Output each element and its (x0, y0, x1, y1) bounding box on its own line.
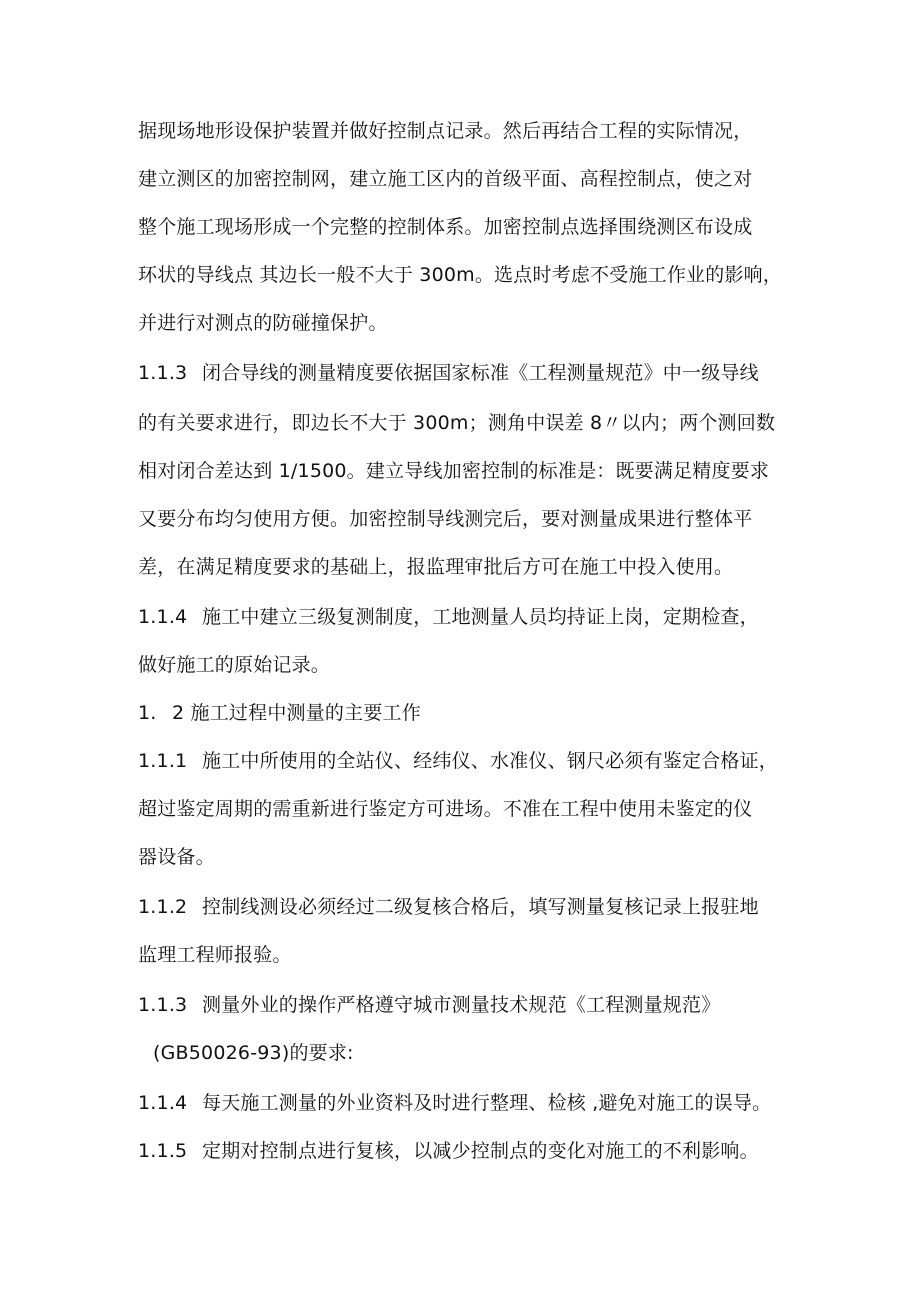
section-1-1-4 (138, 604, 759, 630)
section-1-1-1 (138, 748, 778, 774)
section-number: 1.1.5 (138, 1140, 188, 1162)
paragraph-line (138, 118, 752, 144)
paragraph-line (138, 166, 752, 192)
line-text: 控制线测设必须经过二级复核合格后，填写测量复核记录上报驻地 (202, 896, 759, 918)
section-heading-1-2 (138, 700, 421, 726)
paragraph-line (138, 506, 752, 532)
line-text: 每天施工测量的外业资料及时进行整理、检核 ,避免对施工的误导。 (202, 1092, 772, 1114)
section-1-1-3 (138, 360, 759, 386)
line-text: 并进行对测点的防碰撞保护。 (138, 312, 388, 334)
line-text: 定期对控制点进行复核，以减少控制点的变化对施工的不利影响。 (202, 1140, 759, 1162)
paragraph-line (138, 410, 775, 436)
line-text: 据现场地形设保护装置并做好控制点记录。然后再结合工程的实际情况， (138, 120, 753, 142)
line-text: 测量外业的操作严格遵守城市测量技术规范《工程测量规范》 (202, 994, 721, 1016)
section-heading-text: 2 施工过程中测量的主要工作 (172, 702, 421, 724)
section-number: 1.1.4 (138, 606, 188, 628)
line-text: 监理工程师报验。 (138, 944, 292, 966)
line-text: (GB50026-93)的要求: (153, 1042, 354, 1064)
paragraph-line (138, 796, 752, 822)
line-text: 闭合导线的测量精度要依据国家标准《工程测量规范》中一级导线 (202, 362, 759, 384)
section-number: 1. (138, 702, 157, 724)
line-text: 建立测区的加密控制网，建立施工区内的首级平面、高程控制点，使之对 (138, 168, 753, 190)
line-text: 又要分布均匀使用方便。加密控制导线测完后，要对测量成果进行整体平 (138, 508, 753, 530)
section-1-1-3-b (138, 992, 720, 1018)
paragraph-line (138, 652, 330, 678)
paragraph-line (138, 262, 782, 288)
section-1-1-4-b (138, 1090, 771, 1116)
paragraph-line (138, 310, 388, 336)
line-text: 相对闭合差达到 1/1500。建立导线加密控制的标准是：既要满足精度要求 (138, 460, 770, 482)
section-number: 1.1.4 (138, 1092, 188, 1114)
section-number: 1.1.1 (138, 750, 188, 772)
line-text: 的有关要求进行，即边长不大于 300m；测角中误差 8〃以内；两个测回数 (138, 412, 776, 434)
section-number: 1.1.3 (138, 994, 188, 1016)
paragraph-line (153, 1040, 354, 1066)
line-text: 差，在满足精度要求的基础上，报监理审批后方可在施工中投入使用。 (138, 556, 734, 578)
line-text: 器设备。 (138, 846, 215, 868)
line-text: 做好施工的原始记录。 (138, 654, 331, 676)
paragraph-line (138, 214, 752, 240)
paragraph-line (138, 844, 215, 870)
section-1-1-2 (138, 894, 759, 920)
section-number: 1.1.2 (138, 896, 188, 918)
paragraph-line (138, 458, 769, 484)
line-text: 施工中所使用的全站仪、经纬仪、水准仪、钢尺必须有鉴定合格证， (202, 750, 779, 772)
section-number: 1.1.3 (138, 362, 188, 384)
paragraph-line (138, 942, 292, 968)
section-1-1-5 (138, 1138, 759, 1164)
line-text: 施工中建立三级复测制度，工地测量人员均持证上岗，定期检查， (202, 606, 759, 628)
paragraph-line (138, 554, 733, 580)
line-text: 整个施工现场形成一个完整的控制体系。加密控制点选择围绕测区布设成 (138, 216, 753, 238)
line-text: 超过鉴定周期的需重新进行鉴定方可进场。不准在工程中使用未鉴定的仪 (138, 798, 753, 820)
line-text: 环状的导线点 其边长一般不大于 300m。选点时考虑不受施工作业的影响， (138, 264, 783, 286)
